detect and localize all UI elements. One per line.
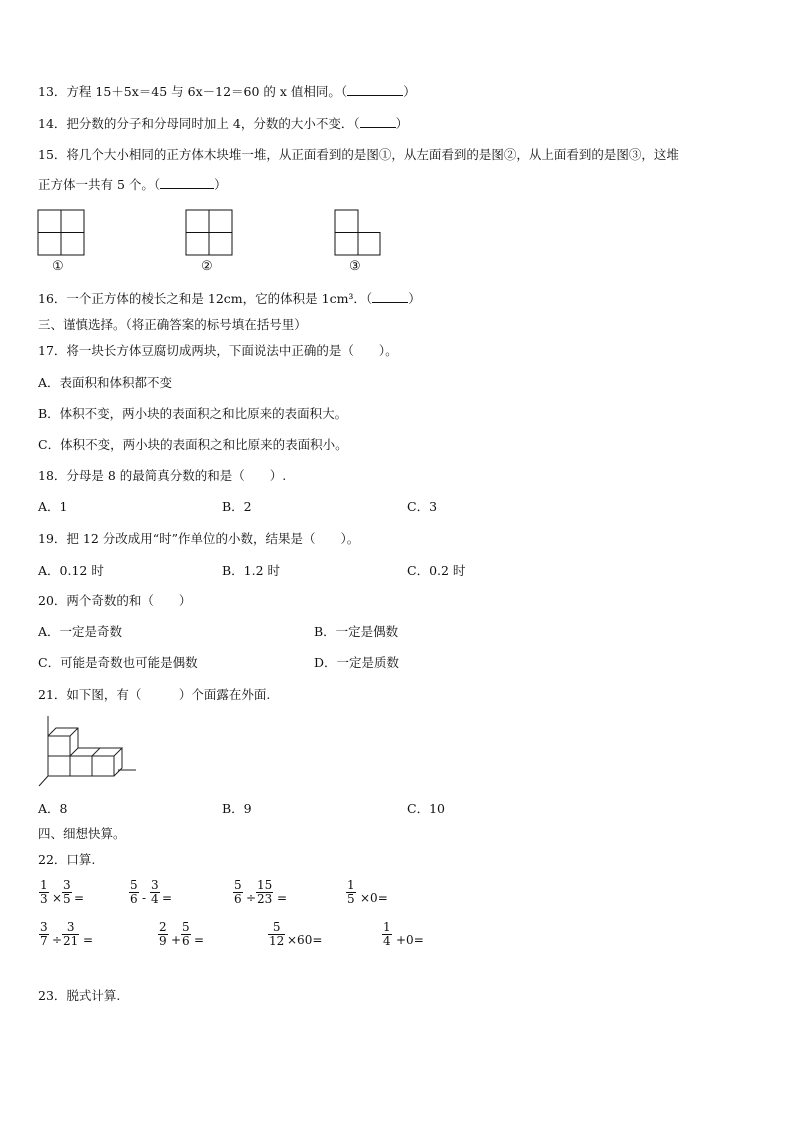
fraction: $\frac{2}{9}$ xyxy=(159,920,167,948)
fraction: $\frac{3}{5}$ xyxy=(63,878,71,906)
question-15-line2: 正方体一共有 5 个。（ ） xyxy=(38,177,227,192)
option-a[interactable]: A．表面积和体积都不变 xyxy=(38,375,173,390)
equals: = xyxy=(74,891,85,905)
fraction: $\frac{5}{6}$ xyxy=(234,878,242,906)
option-a[interactable]: A．0.12 时 xyxy=(38,563,104,578)
question-21-stem: 21．如下图，有（ ）个面露在外面. xyxy=(38,687,271,702)
figure-caption-1: ① xyxy=(52,259,64,274)
option-d[interactable]: D．一定是质数 xyxy=(314,655,400,670)
option-c[interactable]: C．可能是奇数也可能是偶数 xyxy=(38,655,198,670)
expression-tail: +0= xyxy=(396,933,424,947)
option-c[interactable]: C．10 xyxy=(407,801,445,816)
equals: = xyxy=(83,933,94,947)
fraction: $\frac{1}{5}$ xyxy=(347,878,355,906)
equals: = xyxy=(162,891,173,905)
option-a[interactable]: A．一定是奇数 xyxy=(38,624,123,639)
question-14: 14．把分数的分子和分母同时加上 4，分数的大小不变．（ ） xyxy=(38,116,409,131)
option-c[interactable]: C．3 xyxy=(407,499,438,514)
option-b[interactable]: B．体积不变，两小块的表面积之和比原来的表面积大。 xyxy=(38,406,348,421)
question-22-title: 22．口算. xyxy=(38,852,96,867)
operator: ÷ xyxy=(246,891,257,905)
option-b[interactable]: B．2 xyxy=(222,499,252,514)
question-16: 16．一个正方体的棱长之和是 12cm，它的体积是 1cm³．（ ） xyxy=(38,291,421,306)
section-4-heading: 四、细想快算。 xyxy=(38,826,126,841)
fraction: $\frac{5}{12}$ xyxy=(269,920,285,948)
front-view-figure xyxy=(37,209,85,257)
answer-blank[interactable] xyxy=(360,116,396,128)
figure-caption-3: ③ xyxy=(349,259,361,274)
fraction: $\frac{3}{4}$ xyxy=(151,878,159,906)
option-c[interactable]: C．体积不变，两小块的表面积之和比原来的表面积小。 xyxy=(38,437,348,452)
fraction: $\frac{5}{6}$ xyxy=(130,878,138,906)
question-23-title: 23．脱式计算. xyxy=(38,988,121,1003)
fraction: $\frac{5}{6}$ xyxy=(182,920,190,948)
expression-tail: ×60= xyxy=(287,933,323,947)
equals: = xyxy=(277,891,288,905)
option-a[interactable]: A．1 xyxy=(38,499,68,514)
answer-blank[interactable] xyxy=(372,291,408,303)
fraction: $\frac{3}{21}$ xyxy=(63,920,79,948)
answer-blank[interactable] xyxy=(347,84,403,96)
option-a[interactable]: A．8 xyxy=(38,801,68,816)
top-view-figure xyxy=(334,209,382,257)
option-b[interactable]: B．一定是偶数 xyxy=(314,624,399,639)
fraction: $\frac{1}{3}$ xyxy=(40,878,48,906)
operator: ÷ xyxy=(52,933,63,947)
fraction: $\frac{3}{7}$ xyxy=(40,920,48,948)
fraction: $\frac{15}{23}$ xyxy=(257,878,273,906)
left-view-figure xyxy=(185,209,233,257)
operator: + xyxy=(171,933,182,947)
operator: - xyxy=(142,891,147,905)
option-b[interactable]: B．1.2 时 xyxy=(222,563,281,578)
option-c[interactable]: C．0.2 时 xyxy=(407,563,466,578)
question-13: 13．方程 15＋5x＝45 与 6x－12＝60 的 x 值相同。（ ） xyxy=(38,84,416,99)
question-19-stem: 19．把 12 分改成用“时”作单位的小数，结果是（ ）。 xyxy=(38,531,360,546)
option-b[interactable]: B．9 xyxy=(222,801,252,816)
equals: = xyxy=(194,933,205,947)
operator: × xyxy=(52,891,63,905)
question-20-stem: 20．两个奇数的和（ ） xyxy=(38,593,192,608)
question-15-line1: 15．将几个大小相同的正方体木块堆一堆，从正面看到的是图①，从左面看到的是图②，从上面看到的是图③，这堆 xyxy=(38,147,679,162)
figure-caption-2: ② xyxy=(201,259,213,274)
cube-stack-figure xyxy=(36,712,140,790)
fraction: $\frac{1}{4}$ xyxy=(383,920,391,948)
answer-blank[interactable] xyxy=(160,177,214,189)
expression-tail: ×0= xyxy=(360,891,388,905)
question-18-stem: 18．分母是 8 的最简真分数的和是（ ）. xyxy=(38,468,287,483)
section-3-heading: 三、谨慎选择。（将正确答案的标号填在括号里） xyxy=(38,317,307,332)
question-17-stem: 17．将一块长方体豆腐切成两块，下面说法中正确的是（ ）。 xyxy=(38,343,398,358)
